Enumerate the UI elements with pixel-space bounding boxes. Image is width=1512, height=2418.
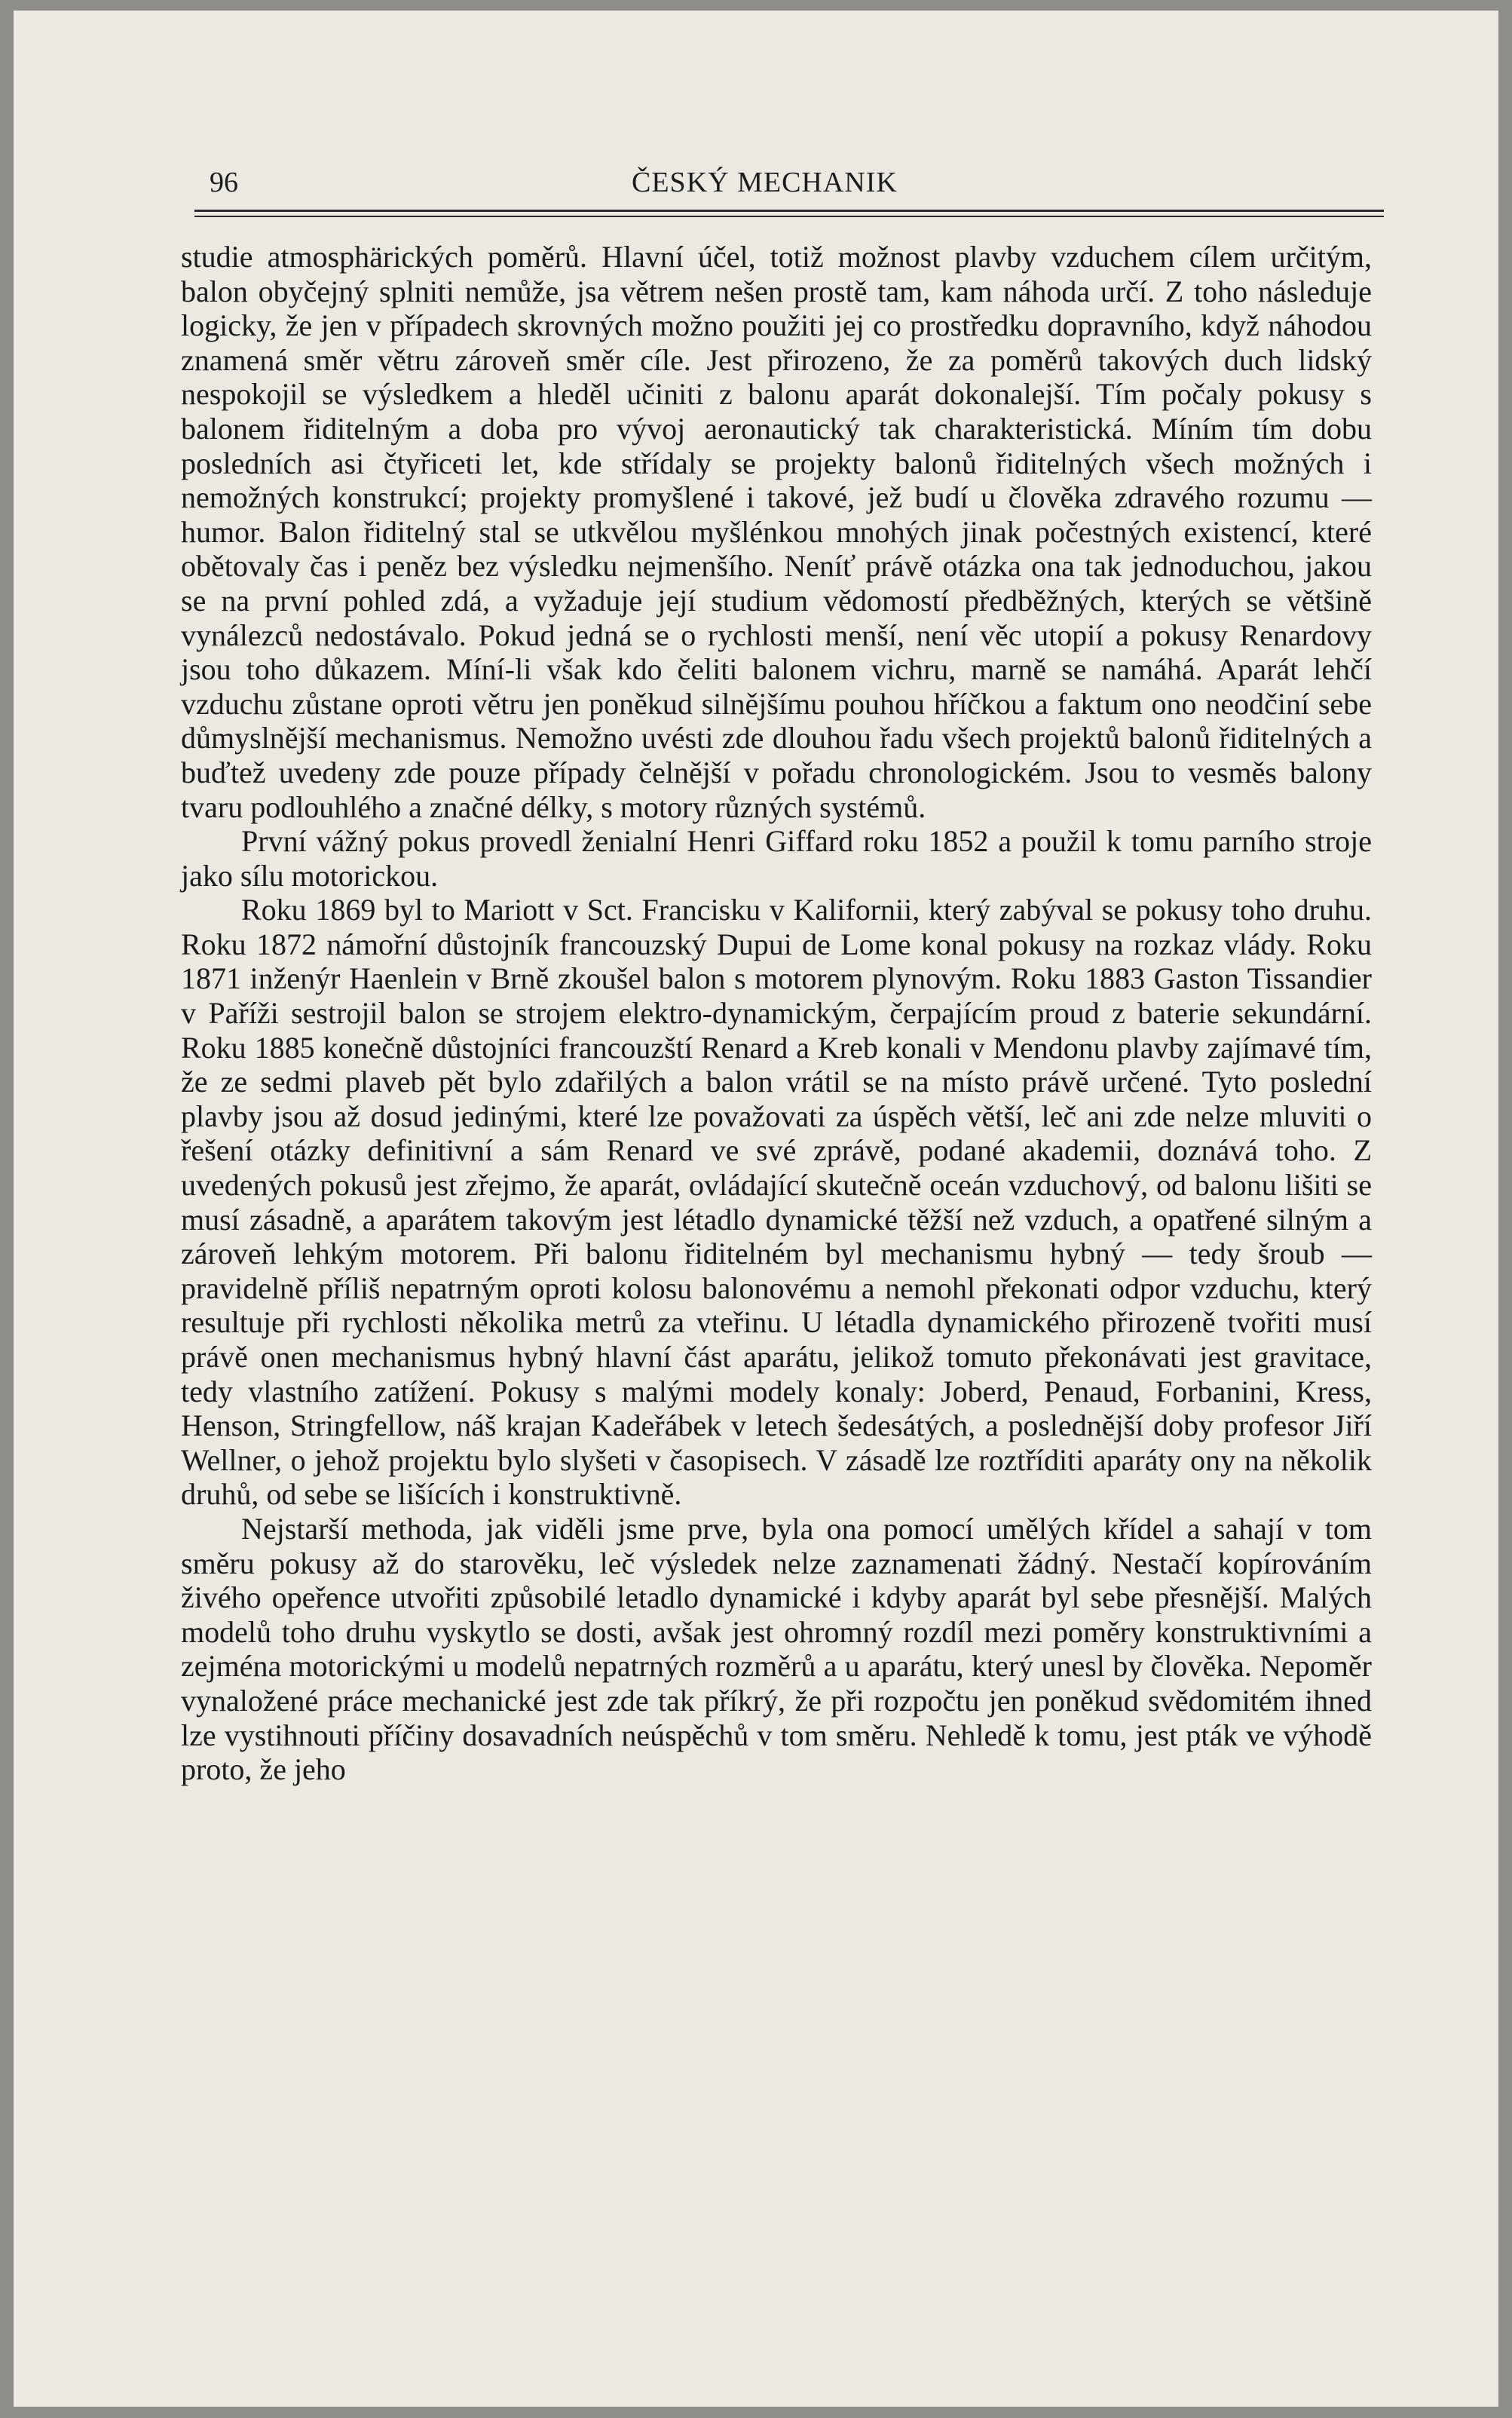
page-number: 96: [210, 167, 238, 198]
header-rule: [194, 210, 1384, 217]
paragraph-continuation: studie atmosphärických poměrů. Hlavní účel, totiž možnost plavby vzduchem cílem určitým, balon obyčejný splniti nemůže, jsa větrem nešen prostě tam, kam náhoda určí. Z toho následuje logicky, že jen v případech skrovných možno použiti jej co prostředku dopravního, když náhodou znamená směr větru zároveň směr cíle. Jest přirozeno, že za poměrů takových duch lidský nespokojil se výsledkem a hleděl učiniti z balonu aparát dokonalejší. Tím počaly pokusy s balonem řiditelným a doba pro vývoj aeronautický tak charakteristická. Míním tím dobu posledních asi čtyřiceti let, kde střídaly se projekty balonů řiditelných všech možných i nemožných konstrukcí; projekty promyšlené i takové, jež budí u člověka zdravého rozumu — humor. Balon řiditelný stal se utkvělou myšlénkou mnohých jinak počestných existencí, které obětovaly čas i peněz bez výsledku nejmenšího. Neníť právě otázka ona tak jednoduchou, jakou se na první pohled zdá, a vyžaduje její studium vědomostí předběžných, kterých se většině vynálezců nedostávalo. Pokud jedná se o rychlosti menší, není věc utopií a pokusy Renardovy jsou toho důkazem. Míní-li však kdo čeliti balonem vichru, marně se namáhá. Aparát lehčí vzduchu zůstane oproti větru jen poněkud silnějšímu pouhou hříčkou a faktum ono neodčiní sebe důmyslnější mechanismus. Nemožno uvésti zde dlouhou řadu všech projektů balonů řiditelných a buďtež uvedeny zde pouze případy čelnější v pořadu chronologickém. Jsou to vesměs balony tvaru podlouhlého a značné délky, s motory různých systémů.: [181, 240, 1372, 824]
paragraph: První vážný pokus provedl ženialní Henri Giffard roku 1852 a použil k tomu parního stroje jako sílu motorickou.: [181, 824, 1372, 893]
page-header: [194, 160, 1384, 205]
running-title: ČESKÝ MECHANIK: [632, 167, 898, 198]
paragraph: Roku 1869 byl to Mariott v Sct. Francisku v Kalifornii, který zabýval se pokusy toho druhu. Roku 1872 námořní důstojník francouzský Dupui de Lome konal pokusy na rozkaz vlády. Roku 1871 inženýr Haenlein v Brně zkoušel balon s motorem plynovým. Roku 1883 Gaston Tissandier v Paříži sestrojil balon se strojem elektro-dynamickým, čerpajícím proud z baterie sekundární. Roku 1885 konečně důstojníci francouzští Renard a Kreb konali v Mendonu plavby zajímavé tím, že ze sedmi plaveb pět bylo zdařilých a balon vrátil se na místo právě určené. Tyto poslední plavby jsou až dosud jedinými, které lze považovati za úspěch větší, leč ani zde nelze mluviti o řešení otázky definitivní a sám Renard ve své zprávě, podané akademii, doznává toho. Z uvedených pokusů jest zřejmo, že aparát, ovládající skutečně oceán vzduchový, od balonu lišiti se musí zásadně, a aparátem takovým jest létadlo dynamické těžší než vzduch, a opatřené silným a zároveň lehkým motorem. Při balonu řiditelném byl mechanismu hybný — tedy šroub — pravidelně příliš nepatrným oproti kolosu balonovému a nemohl překonati odpor vzduchu, který resultuje při rychlosti několika metrů za vteřinu. U létadla dynamického přirozeně tvořiti musí právě onen mechanismus hybný hlavní část aparátu, jelikož tomuto překonávati jest gravitace, tedy vlastního zatížení. Pokusy s malými modely konaly: Joberd, Penaud, Forbanini, Kress, Henson, Stringfellow, náš krajan Kadeřábek v letech šedesátých, a poslednější doby profesor Jiří Wellner, o jehož projektu bylo slyšeti v časopisech. V zásadě lze roztříditi aparáty ony na několik druhů, od sebe se lišících i konstruktivně.: [181, 893, 1372, 1512]
body-text: [181, 240, 1372, 1787]
paragraph: Nejstarší methoda, jak viděli jsme prve, byla ona pomocí umělých křídel a sahají v tom směru pokusy až do starověku, leč výsledek nelze zaznamenati žádný. Nestačí kopírováním živého opeřence utvořiti způsobilé letadlo dynamické i kdyby aparát byl sebe přesnější. Malých modelů toho druhu vyskytlo se dosti, avšak jest ohromný rozdíl mezi poměry konstruktivními a zejména motorickými u modelů nepatrných rozměrů a u aparátu, který unesl by člověka. Nepoměr vynaložené práce mechanické jest zde tak příkrý, že při rozpočtu jen poněkud svědomitém ihned lze vystihnouti příčiny dosavadních neúspěchů v tom směru. Nehledě k tomu, jest pták ve výhodě proto, že jeho: [181, 1511, 1372, 1787]
